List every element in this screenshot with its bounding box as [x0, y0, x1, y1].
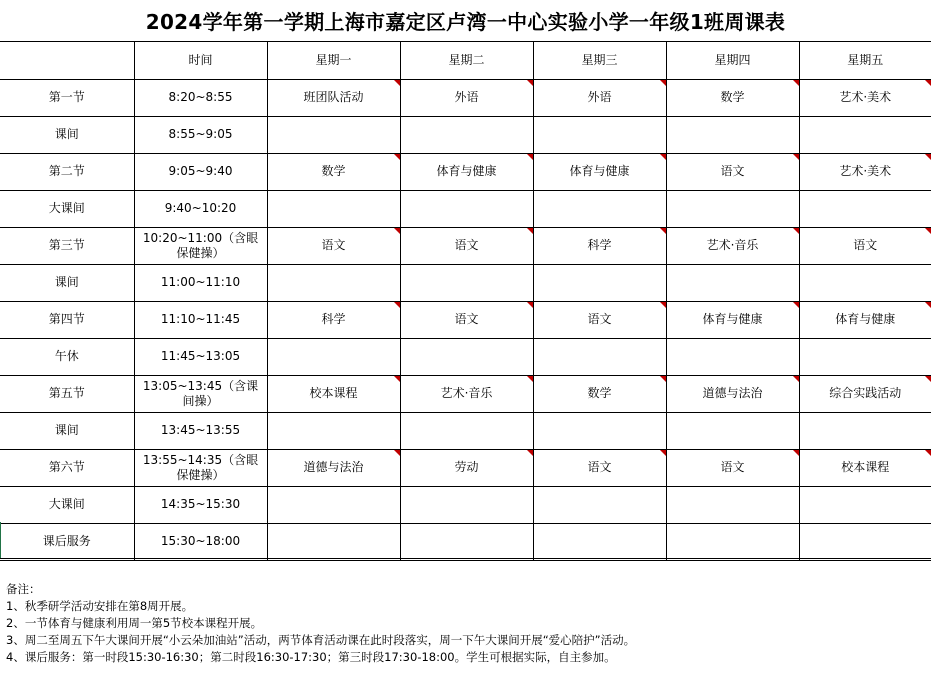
time-cell[interactable]: 8:55~9:05 [134, 116, 267, 153]
subject-label: 体育与健康 [835, 312, 896, 326]
period-cell[interactable]: 第二节 [0, 153, 134, 190]
subject-cell-friday[interactable] [799, 412, 931, 449]
subject-cell-friday[interactable] [799, 116, 931, 153]
timetable [0, 42, 931, 561]
subject-cell-thursday[interactable] [666, 486, 799, 523]
subject-cell-monday[interactable] [267, 375, 400, 412]
subject-cell-monday[interactable] [267, 523, 400, 560]
subject-cell-tuesday[interactable] [400, 449, 533, 486]
subject-label: 数学 [587, 386, 612, 400]
time-cell[interactable]: 11:45~13:05 [134, 338, 267, 375]
time-cell[interactable]: 11:10~11:45 [134, 301, 267, 338]
header-cell-friday[interactable]: 星期五 [799, 42, 931, 79]
subject-cell-tuesday[interactable] [400, 301, 533, 338]
comment-marker-icon[interactable] [394, 302, 400, 308]
comment-marker-icon[interactable] [660, 302, 666, 308]
subject-cell-wednesday[interactable] [533, 523, 666, 560]
subject-label: 劳动 [454, 460, 479, 474]
subject-label: 艺术·音乐 [706, 238, 759, 252]
subject-cell-thursday[interactable] [666, 79, 799, 116]
subject-label: 艺术·美术 [839, 164, 892, 178]
period-cell[interactable]: 课间 [0, 264, 134, 301]
table-row [0, 486, 931, 523]
subject-label: 语文 [720, 164, 745, 178]
subject-cell-tuesday[interactable] [400, 79, 533, 116]
subject-label: 科学 [321, 312, 346, 326]
subject-cell-monday[interactable] [267, 301, 400, 338]
comment-marker-icon[interactable] [793, 80, 799, 86]
comment-marker-icon[interactable] [925, 80, 931, 86]
subject-cell-wednesday[interactable] [533, 449, 666, 486]
header-corner-cell[interactable] [0, 42, 134, 79]
subject-cell-wednesday[interactable] [533, 412, 666, 449]
subject-cell-friday[interactable] [799, 338, 931, 375]
time-cell[interactable]: 13:55~14:35（含眼保健操） [134, 449, 267, 486]
subject-cell-thursday[interactable] [666, 412, 799, 449]
subject-label: 校本课程 [841, 460, 890, 474]
subject-cell-thursday[interactable] [666, 301, 799, 338]
subject-cell-monday[interactable] [267, 153, 400, 190]
period-cell[interactable]: 大课间 [0, 190, 134, 227]
header-cell-monday[interactable]: 星期一 [267, 42, 400, 79]
subject-label: 外语 [587, 90, 612, 104]
subject-cell-thursday[interactable] [666, 523, 799, 560]
period-cell[interactable]: 大课间 [0, 486, 134, 523]
time-cell[interactable]: 15:30~18:00 [134, 523, 267, 560]
table-row [0, 264, 931, 301]
table-row [0, 79, 931, 116]
subject-label: 科学 [587, 238, 612, 252]
subject-cell-friday[interactable] [799, 153, 931, 190]
subject-cell-monday[interactable] [267, 486, 400, 523]
subject-cell-tuesday[interactable] [400, 523, 533, 560]
subject-label: 体育与健康 [569, 164, 630, 178]
subject-label: 语文 [454, 312, 479, 326]
header-cell-time[interactable]: 时间 [134, 42, 267, 79]
subject-label: 数学 [321, 164, 346, 178]
subject-cell-friday[interactable] [799, 523, 931, 560]
header-cell-thursday[interactable]: 星期四 [666, 42, 799, 79]
subject-cell-thursday[interactable] [666, 375, 799, 412]
period-cell[interactable]: 第四节 [0, 301, 134, 338]
subject-label: 艺术·美术 [839, 90, 892, 104]
comment-marker-icon[interactable] [527, 302, 533, 308]
subject-label: 班团队活动 [303, 90, 364, 104]
table-row [0, 412, 931, 449]
time-cell[interactable]: 9:40~10:20 [134, 190, 267, 227]
subject-cell-tuesday[interactable] [400, 116, 533, 153]
period-cell[interactable]: 课间 [0, 412, 134, 449]
note-line: 2、一节体育与健康利用周一第5节校本课程开展。 [6, 616, 263, 630]
subject-label: 体育与健康 [436, 164, 497, 178]
comment-marker-icon[interactable] [793, 302, 799, 308]
comment-marker-icon[interactable] [394, 228, 400, 234]
comment-marker-icon[interactable] [527, 228, 533, 234]
header-cell-wednesday[interactable]: 星期三 [533, 42, 666, 79]
subject-label: 体育与健康 [702, 312, 763, 326]
comment-marker-icon[interactable] [660, 228, 666, 234]
active-cell-edge [0, 522, 1, 558]
period-cell[interactable]: 午休 [0, 338, 134, 375]
subject-label: 语文 [454, 238, 479, 252]
comment-marker-icon[interactable] [660, 80, 666, 86]
sheet-title[interactable]: 2024学年第一学期上海市嘉定区卢湾一中心实验小学一年级1班周课表 [0, 0, 931, 42]
time-cell[interactable]: 10:20~11:00（含眼保健操） [134, 227, 267, 264]
comment-marker-icon[interactable] [527, 376, 533, 382]
table-row [0, 153, 931, 190]
subject-cell-thursday[interactable] [666, 449, 799, 486]
subject-label: 语文 [720, 460, 745, 474]
subject-cell-wednesday[interactable] [533, 486, 666, 523]
subject-cell-thursday[interactable] [666, 190, 799, 227]
subject-cell-wednesday[interactable] [533, 153, 666, 190]
period-cell[interactable]: 第五节 [0, 375, 134, 412]
comment-marker-icon[interactable] [660, 154, 666, 160]
time-cell[interactable]: 9:05~9:40 [134, 153, 267, 190]
table-row [0, 523, 931, 560]
subject-label: 艺术·音乐 [440, 386, 493, 400]
subject-label: 语文 [853, 238, 878, 252]
table-row [0, 375, 931, 412]
subject-cell-wednesday[interactable] [533, 301, 666, 338]
table-row [0, 449, 931, 486]
comment-marker-icon[interactable] [527, 154, 533, 160]
subject-cell-wednesday[interactable] [533, 79, 666, 116]
comment-marker-icon[interactable] [925, 154, 931, 160]
subject-cell-friday[interactable] [799, 301, 931, 338]
subject-cell-tuesday[interactable] [400, 190, 533, 227]
subject-cell-friday[interactable] [799, 227, 931, 264]
subject-label: 数学 [720, 90, 745, 104]
table-row [0, 116, 931, 153]
comment-marker-icon[interactable] [660, 450, 666, 456]
subject-cell-tuesday[interactable] [400, 375, 533, 412]
period-cell[interactable]: 课间 [0, 116, 134, 153]
subject-cell-wednesday[interactable] [533, 190, 666, 227]
subject-cell-monday[interactable] [267, 116, 400, 153]
subject-cell-thursday[interactable] [666, 227, 799, 264]
table-row [0, 190, 931, 227]
period-cell[interactable]: 课后服务 [0, 523, 134, 560]
subject-cell-friday[interactable] [799, 79, 931, 116]
note-line: 3、周二至周五下午大课间开展“小云朵加油站”活动，两节体育活动课在此时段落实，周一下午大课间开展“爱心陪护”活动。 [6, 633, 636, 647]
note-line: 4、课后服务：第一时段15:30-16:30；第二时段16:30-17:30；第三时段17:30-18:00。学生可根据实际，自主参加。 [6, 650, 616, 664]
comment-marker-icon[interactable] [793, 228, 799, 234]
comment-marker-icon[interactable] [793, 154, 799, 160]
comment-marker-icon[interactable] [394, 80, 400, 86]
subject-cell-wednesday[interactable] [533, 338, 666, 375]
comment-marker-icon[interactable] [394, 450, 400, 456]
subject-cell-monday[interactable] [267, 227, 400, 264]
period-cell[interactable]: 第三节 [0, 227, 134, 264]
subject-cell-monday[interactable] [267, 449, 400, 486]
comment-marker-icon[interactable] [394, 154, 400, 160]
period-cell[interactable]: 第六节 [0, 449, 134, 486]
subject-cell-wednesday[interactable] [533, 264, 666, 301]
time-cell[interactable]: 13:05~13:45（含课间操） [134, 375, 267, 412]
subject-label: 外语 [454, 90, 479, 104]
subject-cell-friday[interactable] [799, 449, 931, 486]
comment-marker-icon[interactable] [925, 450, 931, 456]
subject-cell-tuesday[interactable] [400, 486, 533, 523]
subject-cell-friday[interactable] [799, 486, 931, 523]
comment-marker-icon[interactable] [527, 450, 533, 456]
comment-marker-icon[interactable] [925, 302, 931, 308]
time-cell[interactable]: 8:20~8:55 [134, 79, 267, 116]
subject-cell-friday[interactable] [799, 190, 931, 227]
table-row [0, 338, 931, 375]
subject-label: 语文 [587, 460, 612, 474]
subject-cell-monday[interactable] [267, 190, 400, 227]
period-cell[interactable]: 第一节 [0, 79, 134, 116]
subject-cell-wednesday[interactable] [533, 227, 666, 264]
subject-cell-thursday[interactable] [666, 116, 799, 153]
subject-cell-tuesday[interactable] [400, 153, 533, 190]
notes-heading: 备注： [6, 582, 41, 596]
subject-label: 语文 [321, 238, 346, 252]
subject-cell-monday[interactable] [267, 412, 400, 449]
subject-cell-friday[interactable] [799, 264, 931, 301]
subject-label: 校本课程 [309, 386, 358, 400]
subject-label: 道德与法治 [303, 460, 364, 474]
time-cell[interactable]: 13:45~13:55 [134, 412, 267, 449]
subject-cell-thursday[interactable] [666, 153, 799, 190]
subject-label: 道德与法治 [702, 386, 763, 400]
table-row [0, 301, 931, 338]
comment-marker-icon[interactable] [527, 80, 533, 86]
comment-marker-icon[interactable] [925, 228, 931, 234]
comment-marker-icon[interactable] [793, 376, 799, 382]
header-cell-tuesday[interactable]: 星期二 [400, 42, 533, 79]
subject-cell-tuesday[interactable] [400, 338, 533, 375]
subject-cell-wednesday[interactable] [533, 116, 666, 153]
subject-cell-tuesday[interactable] [400, 227, 533, 264]
subject-cell-tuesday[interactable] [400, 264, 533, 301]
subject-cell-monday[interactable] [267, 79, 400, 116]
table-row [0, 227, 931, 264]
comment-marker-icon[interactable] [660, 376, 666, 382]
notes-section[interactable] [0, 558, 931, 691]
header-row [0, 42, 931, 79]
subject-cell-monday[interactable] [267, 338, 400, 375]
time-cell[interactable]: 11:00~11:10 [134, 264, 267, 301]
comment-marker-icon[interactable] [394, 376, 400, 382]
comment-marker-icon[interactable] [793, 450, 799, 456]
subject-cell-wednesday[interactable] [533, 375, 666, 412]
subject-label: 语文 [587, 312, 612, 326]
subject-label: 综合实践活动 [829, 386, 902, 400]
time-cell[interactable]: 14:35~15:30 [134, 486, 267, 523]
subject-cell-thursday[interactable] [666, 338, 799, 375]
subject-cell-friday[interactable] [799, 375, 931, 412]
subject-cell-monday[interactable] [267, 264, 400, 301]
comment-marker-icon[interactable] [925, 376, 931, 382]
subject-cell-tuesday[interactable] [400, 412, 533, 449]
note-line: 1、秋季研学活动安排在第8周开展。 [6, 599, 194, 613]
subject-cell-thursday[interactable] [666, 264, 799, 301]
